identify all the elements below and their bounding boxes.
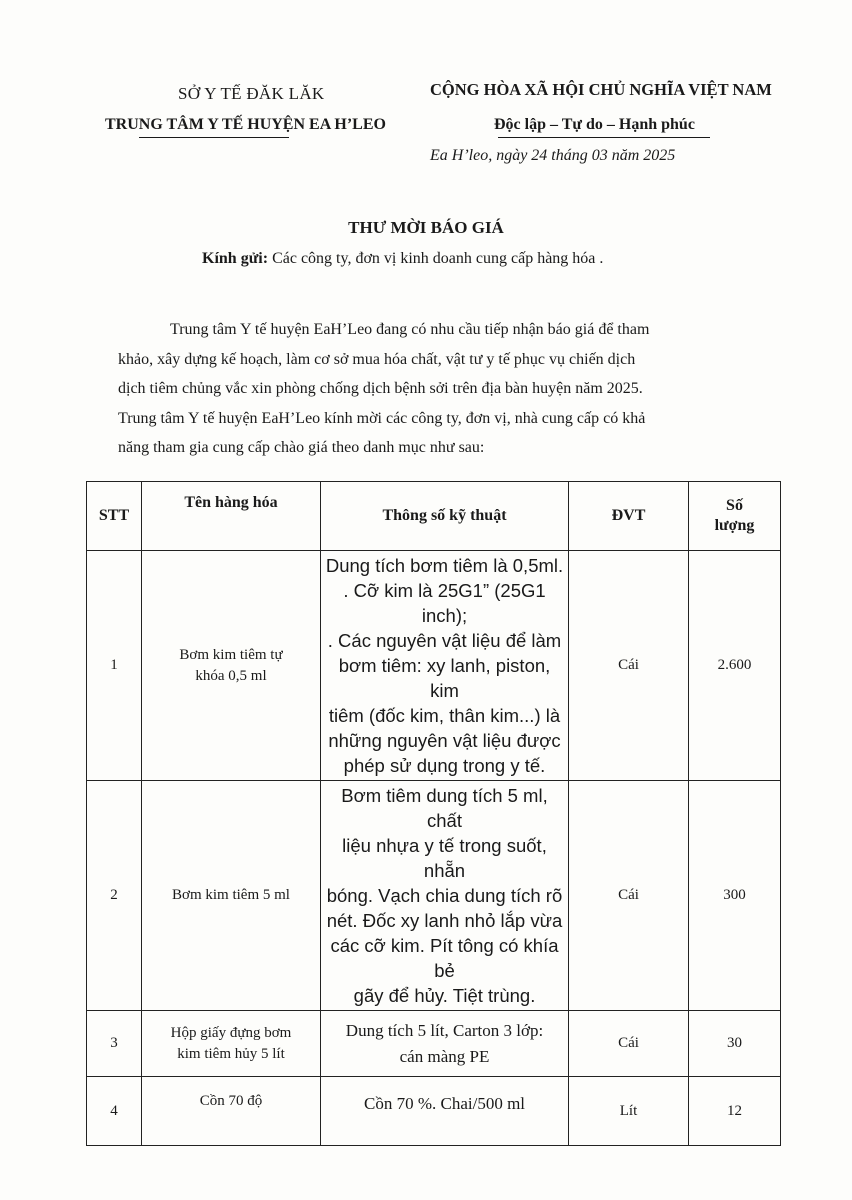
greeting — [202, 250, 603, 268]
cell-qty: 300 — [689, 781, 781, 1011]
spec-line: tiêm (đốc kim, thân kim...) là — [328, 705, 561, 726]
national-title: CỘNG HÒA XÃ HỘI CHỦ NGHĨA VIỆT NAM — [430, 80, 772, 99]
table-row — [87, 1077, 781, 1146]
cell-stt: 4 — [87, 1077, 142, 1146]
spec-line: cán màng PE — [399, 1046, 490, 1066]
greeting-text: Các công ty, đơn vị kinh doanh cung cấp hàng hóa . — [268, 250, 604, 267]
cell-spec — [321, 551, 569, 781]
items-table — [86, 481, 781, 1146]
table-header-row — [87, 482, 781, 551]
cell-name — [142, 551, 321, 781]
table-row — [87, 551, 781, 781]
cell-name — [142, 1011, 321, 1077]
cell-qty: 2.600 — [689, 551, 781, 781]
body-line: khảo, xây dựng kế hoạch, làm cơ sở mua hóa chất, vật tư y tế phục vụ chiến dịch — [118, 350, 636, 368]
spec-line: bóng. Vạch chia dung tích rõ — [326, 885, 563, 906]
national-motto: Độc lập – Tự do – Hạnh phúc — [494, 116, 695, 133]
spec-line: các cỡ kim. Pít tông có khía bẻ — [330, 935, 559, 981]
spec-line: phép sử dụng trong y tế. — [343, 755, 546, 776]
cell-name — [142, 1077, 321, 1146]
cell-stt: 2 — [87, 781, 142, 1011]
cell-spec — [321, 1011, 569, 1077]
cell-stt: 1 — [87, 551, 142, 781]
body-line: Trung tâm Y tế huyện EaH’Leo đang có nhu cầu tiếp nhận báo giá để tham — [170, 321, 650, 338]
cell-name — [142, 781, 321, 1011]
body-line: năng tham gia cung cấp chào giá theo danh mục như sau: — [118, 439, 485, 456]
center-name: TRUNG TÂM Y TẾ HUYỆN EA H’LEO — [105, 116, 386, 133]
spec-line: Dung tích 5 lít, Carton 3 lớp: — [345, 1020, 544, 1040]
name-line: Cồn 70 độ — [199, 1093, 263, 1109]
name-line: Bơm kim tiêm tự — [179, 646, 283, 663]
center-name-underline — [139, 137, 289, 138]
table-row — [87, 1011, 781, 1077]
spec-line: gãy để hủy. Tiệt trùng. — [353, 985, 536, 1006]
document-date: Ea H’leo, ngày 24 tháng 03 năm 2025 — [430, 147, 676, 164]
spec-line: liệu nhựa y tế trong suốt, nhẵn — [342, 835, 547, 881]
cell-qty: 30 — [689, 1011, 781, 1077]
name-line: Hộp giấy đựng bơm — [170, 1024, 292, 1041]
spec-line: Bơm tiêm dung tích 5 ml, chất — [341, 785, 548, 831]
spec-line: những nguyên vật liệu được — [328, 730, 561, 751]
header-unit: ĐVT — [569, 482, 689, 551]
document-title: THƯ MỜI BÁO GIÁ — [348, 218, 504, 237]
spec-line: . Các nguyên vật liệu để làm — [327, 630, 562, 651]
spec-line: bơm tiêm: xy lanh, piston, kim — [338, 655, 551, 701]
body-line: Trung tâm Y tế huyện EaH’Leo kính mời các công ty, đơn vị, nhà cung cấp có khả — [118, 409, 646, 427]
greeting-label: Kính gửi: — [202, 250, 269, 267]
spec-line: Dung tích bơm tiêm là 0,5ml. — [325, 555, 564, 576]
header-qty-line2: lượng — [714, 517, 755, 534]
header-stt: STT — [87, 482, 142, 551]
header-name: Tên hàng hóa — [142, 482, 321, 551]
name-line: khóa 0,5 ml — [195, 667, 267, 684]
table-row — [87, 781, 781, 1011]
cell-unit: Cái — [569, 781, 689, 1011]
cell-qty: 12 — [689, 1077, 781, 1146]
cell-unit: Cái — [569, 1011, 689, 1077]
name-line: Bơm kim tiêm 5 ml — [172, 887, 290, 903]
cell-unit: Lít — [569, 1077, 689, 1146]
header-qty — [689, 482, 781, 551]
cell-spec — [321, 1077, 569, 1146]
spec-line: . Cỡ kim là 25G1” (25G1 inch); — [343, 580, 546, 626]
cell-stt: 3 — [87, 1011, 142, 1077]
header-qty-line1: Số — [726, 497, 743, 514]
header-spec: Thông số kỹ thuật — [321, 482, 569, 551]
body-paragraph — [118, 315, 768, 463]
national-motto-underline — [498, 137, 710, 138]
agency-name: SỞ Y TẾ ĐĂK LĂK — [178, 84, 325, 103]
name-line: kim tiêm hủy 5 lít — [177, 1045, 285, 1062]
spec-line: nét. Đốc xy lanh nhỏ lắp vừa — [326, 910, 563, 931]
cell-spec — [321, 781, 569, 1011]
cell-unit: Cái — [569, 551, 689, 781]
body-line: dịch tiêm chủng vắc xin phòng chống dịch bệnh sởi trên địa bàn huyện năm 2025. — [118, 380, 643, 397]
spec-line: Cồn 70 %. Chai/500 ml — [363, 1094, 526, 1113]
